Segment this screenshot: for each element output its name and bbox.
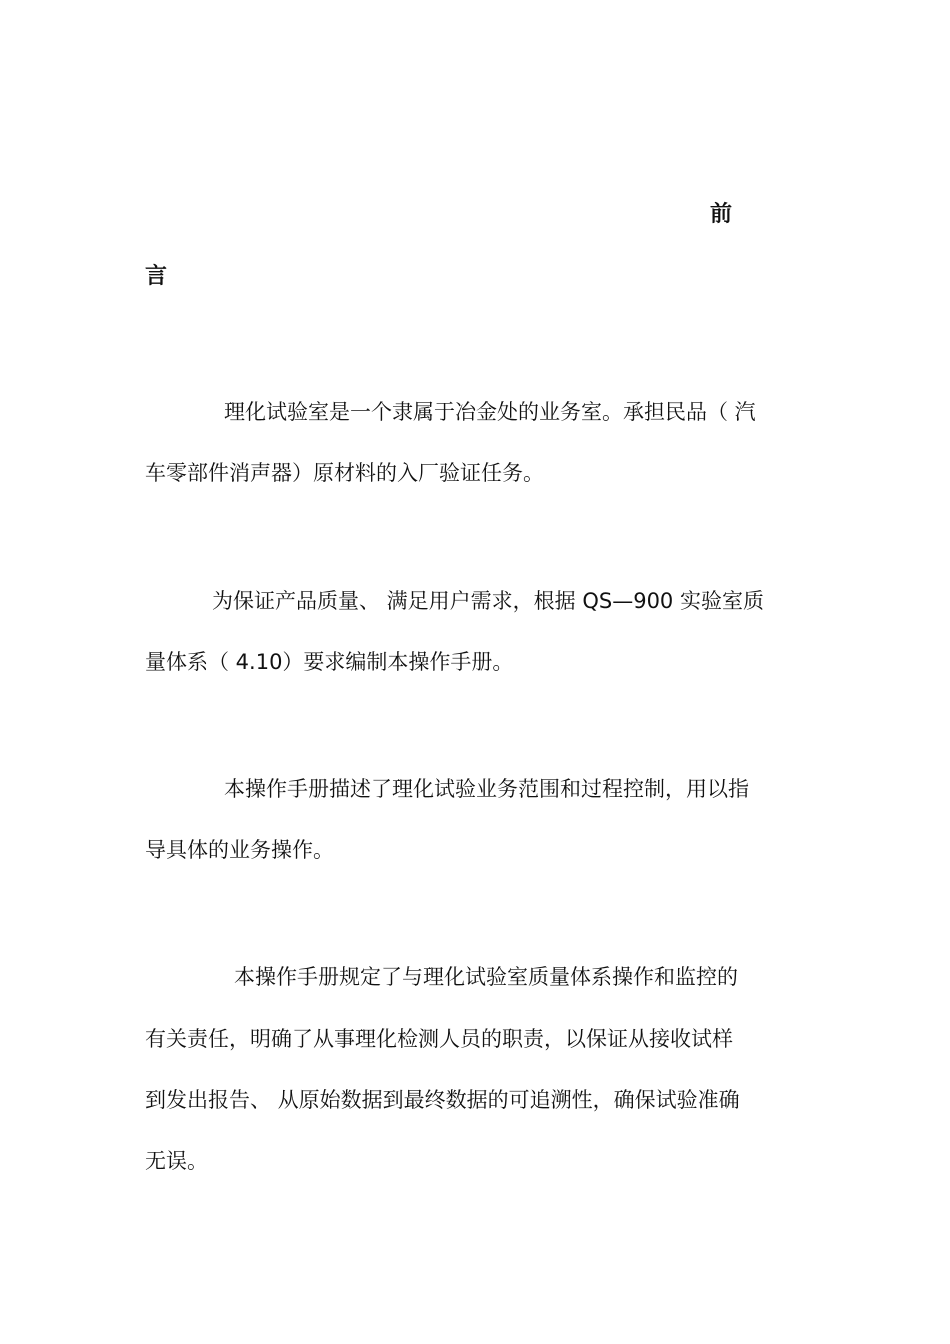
- heading-second-char: 言: [145, 264, 168, 289]
- paragraph-1-line-1: 理化试验室是一个隶属于冶金处的业务室。承担民品（ 汽: [224, 400, 756, 424]
- paragraph-4-line-4: 无误。: [145, 1149, 208, 1173]
- heading-first-char: 前: [710, 202, 733, 227]
- paragraph-3-line-2: 导具体的业务操作。: [145, 838, 334, 862]
- paragraph-4-line-1: 本操作手册规定了与理化试验室质量体系操作和监控的: [234, 965, 738, 989]
- paragraph-4-line-2: 有关责任，明确了从事理化检测人员的职责，以保证从接收试样: [145, 1027, 733, 1051]
- paragraph-2-line-2: 量体系（ 4.10）要求编制本操作手册。: [145, 650, 514, 674]
- paragraph-3-line-1: 本操作手册描述了理化试验业务范围和过程控制，用以指: [224, 777, 749, 801]
- paragraph-1-line-2: 车零部件消声器）原材料的入厂验证任务。: [145, 461, 544, 485]
- paragraph-4-line-3: 到发出报告、 从原始数据到最终数据的可追溯性，确保试验准确: [145, 1088, 740, 1112]
- paragraph-2-line-1: 为保证产品质量、 满足用户需求，根据 QS—900 实验室质: [212, 589, 764, 613]
